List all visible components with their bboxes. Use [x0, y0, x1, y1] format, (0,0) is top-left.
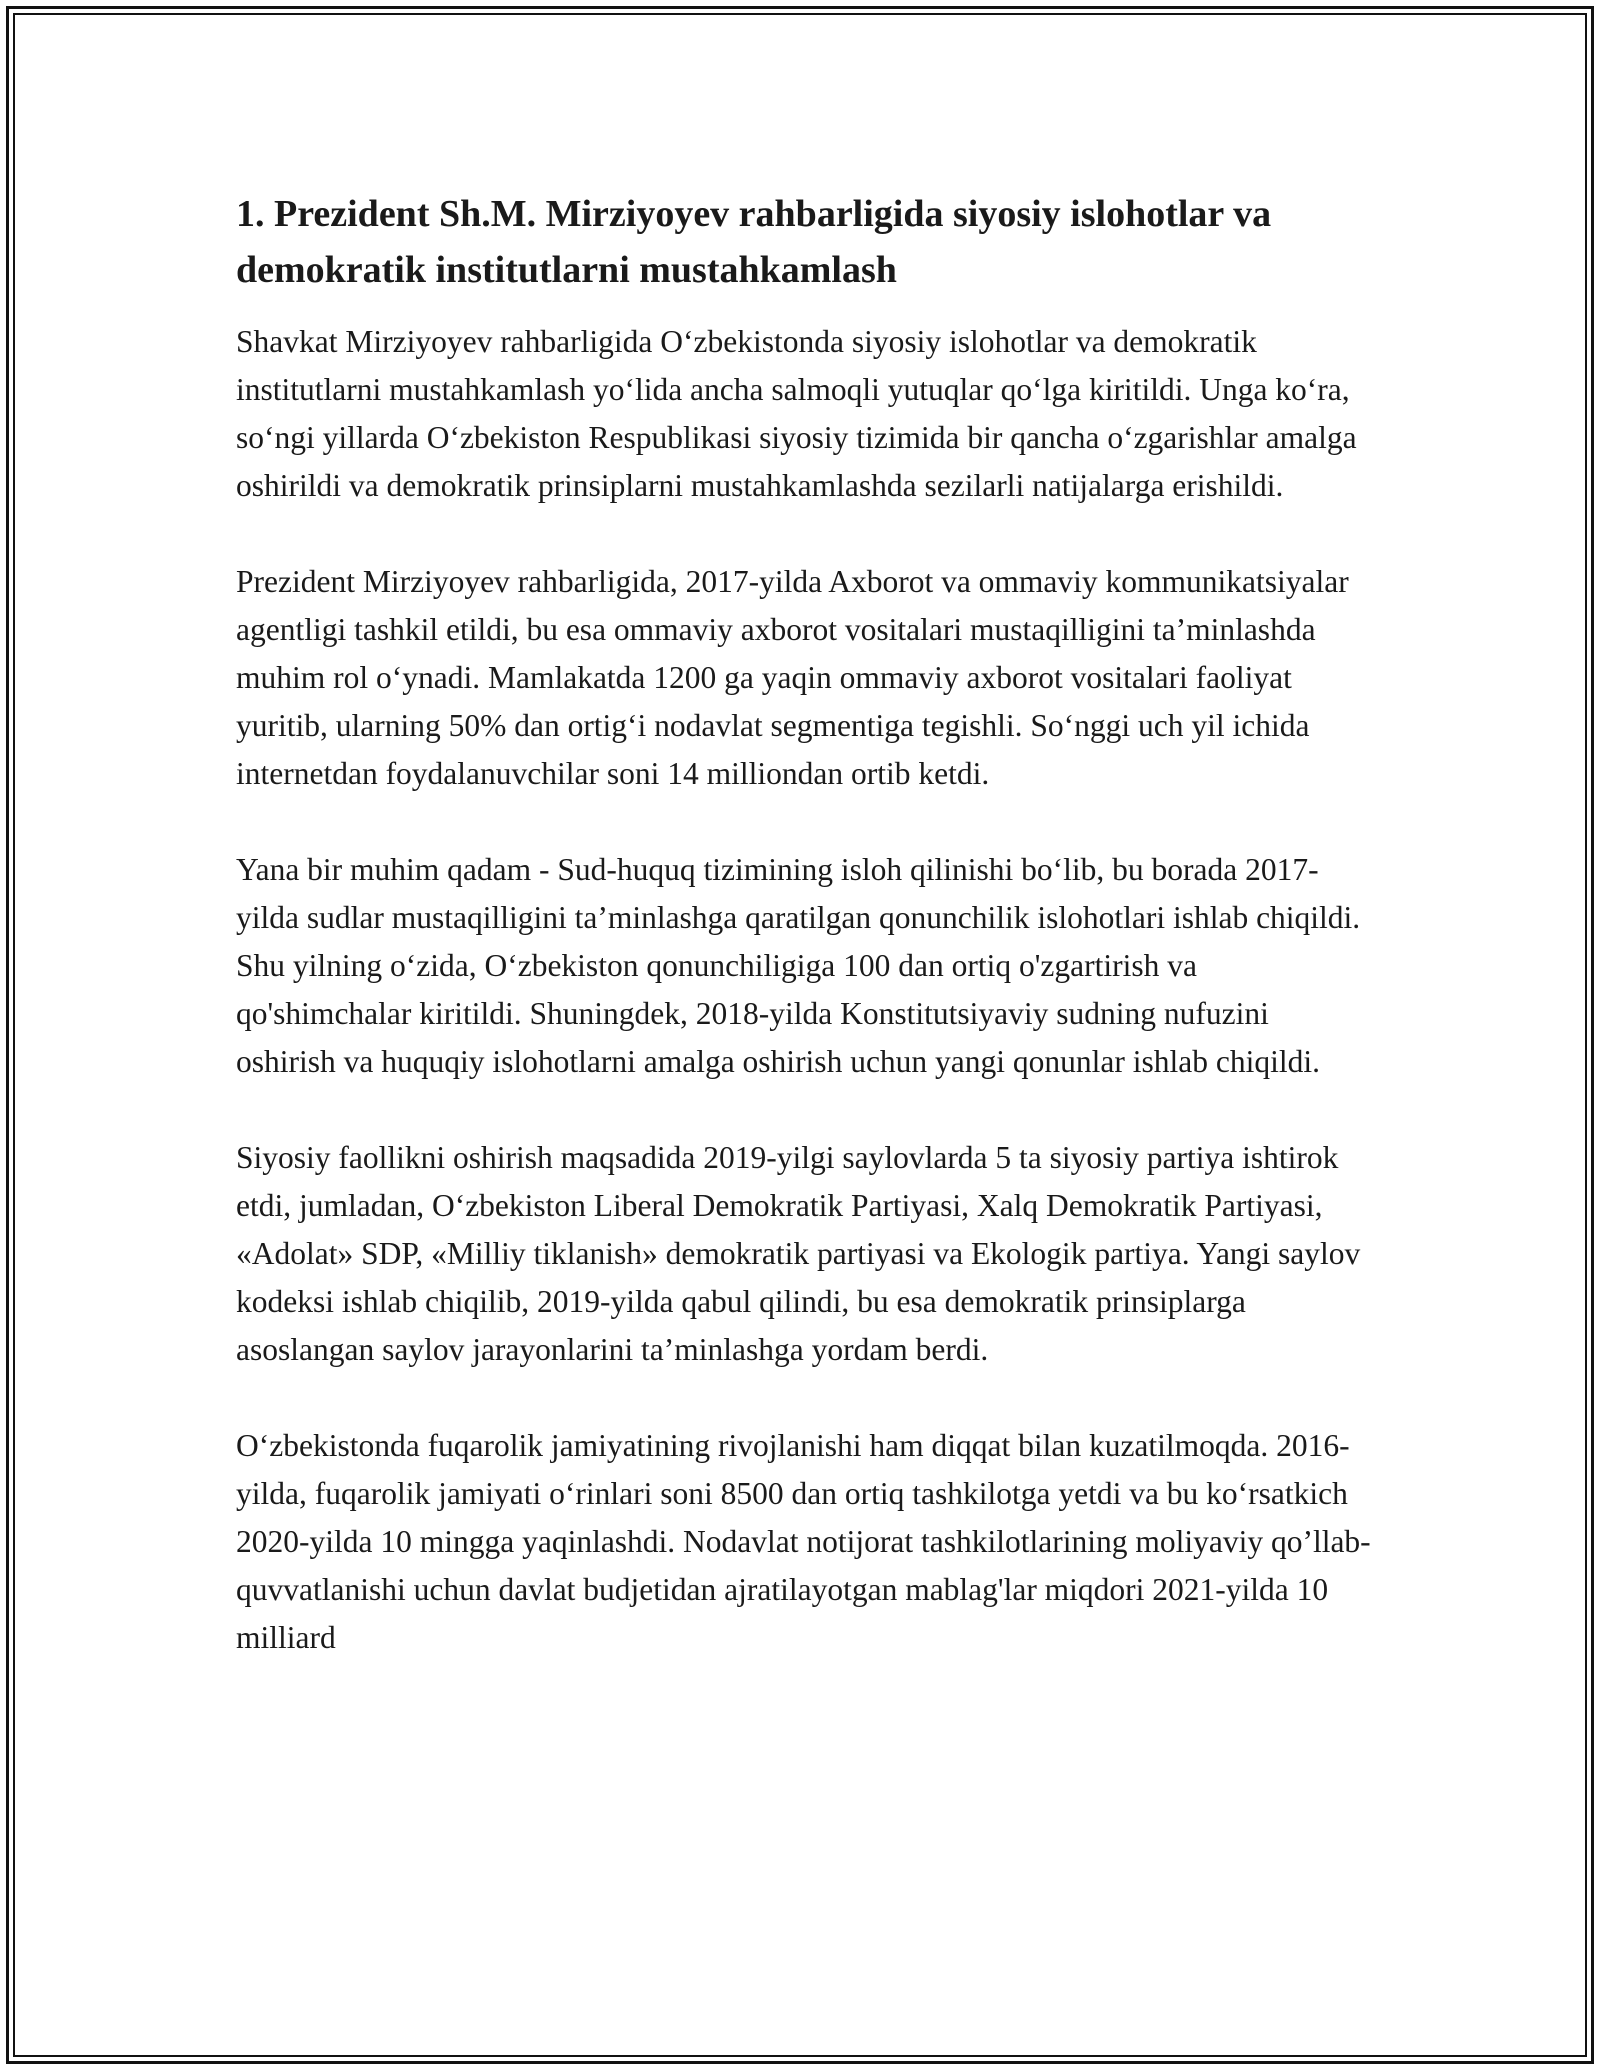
paragraph: Prezident Mirziyoyev rahbarligida, 2017-yilda Axborot va ommaviy kommunikatsiyalar agentligi tashkil etildi, bu esa ommaviy axborot vositalari mustaqilligini ta’minlashda muhim rol o‘ynadi. Mamlakatda 1200 ga yaqin ommaviy axborot vositalari faoliyat yuritib, ularning 50% dan ortig‘i nodavlat segmentiga tegishli. So‘nggi uch yil ichida internetdan foydalanuvchilar soni 14 milliondan ortib ketdi.: [236, 564, 1349, 791]
paragraph: O‘zbekistonda fuqarolik jamiyatining rivojlanishi ham diqqat bilan kuzatilmoqda. 2016-yilda, fuqarolik jamiyati o‘rinlari soni 8500 dan ortiq tashkilotga yetdi va bu ko‘rsatkich 2020-yilda 10 mingga yaqinlashdi. Nodavlat notijorat tashkilotlarining moliyaviy qo’llab-quvvatlanishi uchun davlat budjetidan ajratilayotgan mablag'lar miqdori 2021-yilda 10 milliard: [236, 1428, 1371, 1655]
paragraph: Yana bir muhim qadam - Sud-huquq tizimining isloh qilinishi bo‘lib, bu borada 2017-yilda sudlar mustaqilligini ta’minlashga qaratilgan qonunchilik islohotlari ishlab chiqildi. Shu yilning o‘zida, O‘zbekiston qonunchiligiga 100 dan ortiq o'zgartirish va qo'shimchalar kiritildi. Shuningdek, 2018-yilda Konstitutsiyaviy sudning nufuzini oshirish va huquqiy islohotlarni amalga oshirish uchun yangi qonunlar ishlab chiqildi.: [236, 852, 1361, 1079]
paragraph: Siyosiy faollikni oshirish maqsadida 2019-yilgi saylovlarda 5 ta siyosiy partiya ishtirok etdi, jumladan, O‘zbekiston Liberal Demokratik Partiyasi, Xalq Demokratik Partiyasi, «Adolat» SDP, «Milliy tiklanish» demokratik partiyasi va Ekologik partiya. Yangi saylov kodeksi ishlab chiqilib, 2019-yilda qabul qilindi, bu esa demokratik prinsiplarga asoslangan saylov jarayonlarini ta’minlashga yordam berdi.: [236, 1140, 1361, 1367]
document-body: [236, 186, 1376, 1710]
paragraph: Shavkat Mirziyoyev rahbarligida O‘zbekistonda siyosiy islohotlar va demokratik institutlarni mustahkamlash yo‘lida ancha salmoqli yutuqlar qo‘lga kiritildi. Unga ko‘ra, so‘ngi yillarda O‘zbekiston Respublikasi siyosiy tizimida bir qancha o‘zgarishlar amalga oshirildi va demokratik prinsiplarni mustahkamlashda sezilarli natijalarga erishildi.: [236, 324, 1357, 503]
section-title: 1. Prezident Sh.M. Mirziyoyev rahbarligida siyosiy islohotlar va demokratik institutlarni mustahkamlash: [236, 193, 1272, 291]
